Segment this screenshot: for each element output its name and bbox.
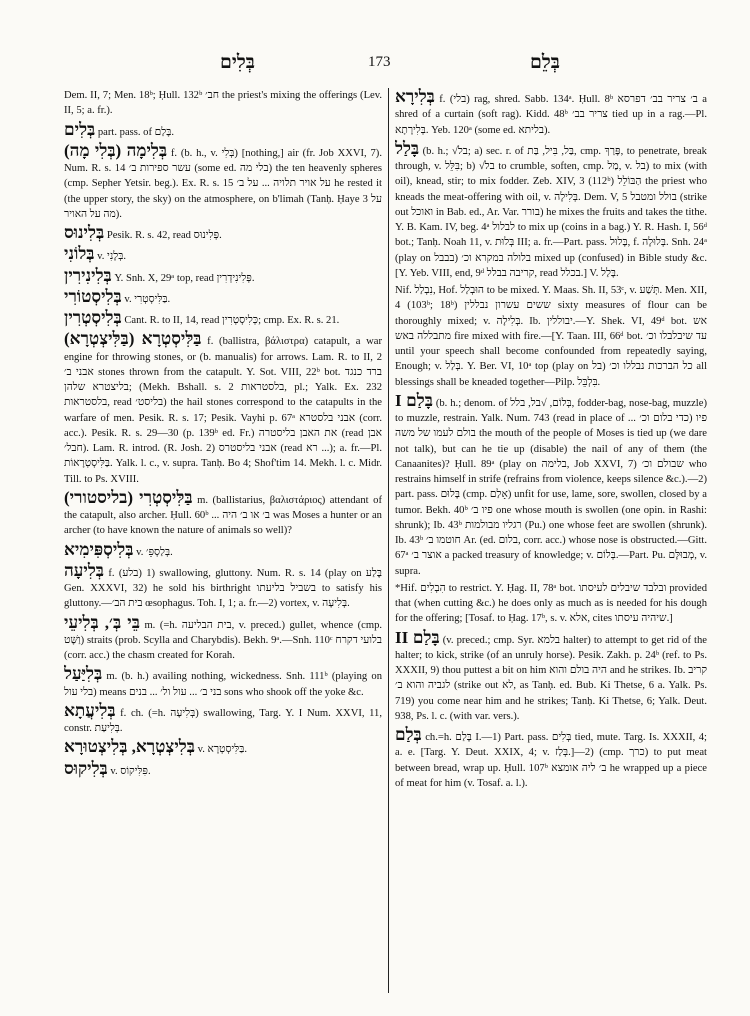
dictionary-entry [395,283,707,390]
dictionary-entry [64,142,382,222]
dictionary-entry [64,88,382,119]
entry-definition: v. בְּלַסְפֵּ׳. [136,546,173,558]
entry-headword: בְּלִינִירִין [64,265,112,285]
left-running-headword: בְּלִים [220,52,255,73]
running-header [60,52,700,78]
entry-definition: Dem. II, 7; Men. 18ᵇ; Ḥull. 132ᵇ חב׳ the priest's mixing the offerings (Lev. II, 5; a. fr.). [64,90,382,117]
entry-definition: Nif. נִבְלַל, Hof. הוּבְלַל to be mixed. Y. Maas. Sh. II, 53ᶜ, v. תְּשַׁע. Men. XII, 4 (103ᵇ; 18ᵇ) ששים עשרון נבללין sixty measures of flour can be thoroughly mixed; v. בְּלִילָה. Ib. יבוללין.—Y. Shek. VI, 49ᵈ bot. אש מתבללה באש fire mixed with fire.—[Y. Taan. III, 66ᵈ bot. עד שיבלבלו וכ׳ until your speech shall become confounded from repeatedly saying, Enough; v. בְּלַל. Y. Ber. VI, 10ᵃ top (play on בל) כל הברכות נבללו וכ׳ all blessings shall be kneaded together—Pilp. בִּלְבֵּל. [395,285,707,388]
entry-definition: (b. h.; √בל; a) sec. r. of בַּל, בִּיל, בַּת, cmp. פָּרַךְ, to penetrate, break through, v. בִּלֵּל; b) √בל to crumble, soften, cmp. מַל, v. בל) to mix (with oil), knead, stir; to mix fodder. Zeb. XIV, 3 (112ᵇ) הַבּוֹלֵל the priest who kneads the meat-offering with oil, v. בְּלִילָה. Dem. V, 5 בולל ומטבל (strike out ואוכל in Bab. ed., Ar. Var. בורר) he mixes the fruits and takes the tithe. Y. B. Kam. IV, beg. 4ᵃ לבלול to mix up (coins in a bag.) Y. R. Hash. I, 56ᵈ bot.; Tanḥ. Noah 11, v. בְּלוּת III; a. fr.—Part. pass. בָּלוּל, f. בְּלוּלָה. Snh. 24ᵃ (play on בבבל) בלולה במקרא וכ׳ mixed up (confused) in Bible study &c. [Y. Yeb. VIII, end, 9ᵈ קריבה בבלל, read בכלל.] V. בָּלַל. [395,145,707,279]
entry-definition: (v. preced.; cmp. Syr. בלמא halter) to attempt to get rid of the halter; to kick, strike (of an unruly horse). Pesik. Zakh. p. 24ᵇ (ref. to Ps. XXXII, 9) thou puttest a bit on him היה בולם והוא and he strikes. Ib. קריב לגביה והוא ב׳ (strike out לא, as Tanḥ. ed. Bub. Ki Thetse, 6 a. Yalk. Ps. 719) you come near him and he strikes; Tanḥ. Ki Thetse, 6; Yalk. Deut. 938, Ps. l. c. (with var. vers.). [395,634,707,722]
right-running-headword: בְּלֵם [530,52,560,73]
dictionary-entry [395,88,707,138]
entry-definition: f. (בלי) rag, shred. Sabb. 134ᵃ. Ḥull. 8ᵇ ב׳ צריר בב׳ דפרסא a shred of a curtain (soft rag). Kidd. 48ᵇ צריר בב׳ tied up in a rag.—Pl. בְּלִירָתָא. Yeb. 120ᵃ (some ed. בליתא). [395,94,707,136]
entry-definition: v. בַּלִּיסְטְרִי. [124,293,171,305]
entry-headword: בָּלַם II [395,627,440,647]
entry-headword: בְּלִיסְטְרִין [64,308,122,327]
entry-headword: בְּלִימָה (בְּלִי מָה) [64,140,168,160]
entry-definition: f. (ballistra, βάλιστρα) catapult, a war engine for throwing stones, or (b. manualis) for arrows. Lam. R. to II, 2 אבני ב׳ stones thrown from the catapult. Y. Sot. VIII, 22ᵇ bot. ברד כנגד בליצטרא שלהן; (Mekh. Bshall. s. 2 בלסטראות, pl.; Yalk. Ex. 232 בלסטראות, read בליסט׳) the hail stones correspond to the catapults in the warfare of men. Pesik. R. s. 17; Pesik. Vayhi p. 67ᵃ אבני בלסטרא (corr. acc.). Pesik. R. s. 29—30 (p. 139ᵇ ed. Fr.) את האבן בליסטרה (read אבן חבל׳). Lam. R. introd. (R. Josh. 2) אבני בליסטרס (read רא ...); a. fr.—Pl. בַּלִּיסְטְרָאוֹת. Yalk. l. c., v. supra. Tanḥ. Bo 4; Shof'tim 14. Mekh. l. c. Midr. Till. to Ps. XVIII. [64,336,382,485]
entry-headword: בְּלִיעָה [64,560,105,580]
dictionary-entry [64,245,382,264]
entry-definition: part. pass. of בָּלַם. [97,126,174,138]
dictionary-entry [395,726,707,791]
dictionary-entry [64,614,382,664]
entry-headword: בְּלִים [64,119,96,139]
dictionary-entry [64,309,382,328]
entry-definition: Y. Snh. X, 29ᵃ top, read פְּלִינִידְרִין. [114,272,255,284]
entry-headword: בְּלִיצְטְרָא, בְּלִיצְטוּרָא [64,737,195,757]
entry-definition: (b. h.; denom. of בְּלוֹם, √בל, בלל, fodder-bag, nose-bag, muzzle) to muzzle, restrain. Yalk. Num. 743 (read in place of ... כדי בלום וכ׳) פיו בולם לעמו של משה the mouth of the people of Moses is tied up (we dare not talk), but can he tie up (disable) the nail of any of them (the Canaanites)? Ḥull. 89ᵃ (play on בלימה, Job XXVI, 7) שבולם וכ׳ who restrains himself in strife (refrains from violence, keeps silence &c.).—2) part. pass. בָּלוּם (cmp. אָלַם) unfit for use, lame, sore, swollen, closed by a tumor. Bekh. 40ᵇ פיו ב׳ one whose mouth is swollen (one opin. in Rashi: shrunk); Ib. 43ᵇ רגליו מבולמות (Pu.) one whose feet are swollen (shrunk). Ib. 43ᵇ חוטמו ב׳ Ar. (ed. בלום, corr. acc.) whose nose is obstructed.—Gitt. 67ᵃ אוצר ב׳ a packed treasury of knowledge; v. בְּלוֹם.—Part. Pu. מְבוּלָּם, v. supra. [395,397,707,577]
entry-headword: בֵּי בְּ׳, בְּלִיעֵי [64,612,140,632]
dictionary-entry [395,392,707,579]
entry-definition: Pesik. R. s. 42, read פְּלִינוּס. [106,230,222,241]
entry-headword: בְּלִיעֲתָא [64,700,116,720]
dictionary-entry [64,760,382,779]
dictionary-entry [64,541,382,560]
entry-definition: ch.=h. בָּלַם I.—1) Part. pass. בְּלִים tied, mute. Targ. Is. XXXII, 4; a. e. [Targ. Y. Deut. XXIX, 4; v. בְּלַז.]—2) (cmp. כרך) to put meat between bread, wrap up. Ḥull. 107ᵇ ב׳ ליה אומצא he wrapped up a piece of meat for him (v. Tosaf. a. l.). [395,732,707,789]
entry-definition: v. פִּלִּיקוֹס. [110,765,151,777]
entry-definition: Cant. R. to II, 14, read כְּלִיסְטְרִין; cmp. Ex. R. s. 21. [124,315,340,326]
dictionary-entry [395,140,707,281]
dictionary-entry [64,738,382,757]
entry-definition: m. (=h. בית הבליעה, v. preced.) gullet, whence (cmp. וַשָּׁט) straits (prob. Scylla and Charybdis). Bekh. 9ᵃ.—Snh. 110ᶜ בלועי דקרח (corr. acc.) the chasm created for Korah. [64,619,382,661]
entry-headword: בְּלִיסְפִּימִיא [64,539,134,559]
entry-headword: בְּלִיַּעַל [64,664,103,684]
right-column [395,88,707,998]
entry-headword: בָּלַם I [395,390,433,410]
dictionary-entry [64,330,382,487]
entry-headword: בַּלִּיסְטְרִי (בליסטורי) [64,487,193,507]
entry-headword: בַּלִּיסְטְרָא (בַּלִּיצְטְרָא) [64,329,202,349]
entry-headword: בְּלִינוּס [64,223,105,242]
left-column [64,88,382,998]
dictionary-entry [64,121,382,140]
entry-definition: f. (b. h., v. בְּלִי) [nothing,] air (fr. Job XXVI, 7). Num. R. s. 14 עשר ספירות ב׳ (some ed. בלי מה) the ten heavenly spheres (cmp. Sepher Yetsir. beg.). Ex. R. s. 15 על אויר תלויה ... על ב׳ he rested it (the upper story, the sky) on the atmosphere, on b'limah (Tanḥ. Ḥaye 3 על מה על האויר). [64,147,382,220]
entry-definition: v. בְּלָנִי. [97,251,126,263]
entry-headword: בָּלַל [395,138,420,158]
column-divider [388,88,389,993]
entry-definition: *Hif. הִבְלִים to restrict. Y. Ḥag. II, 78ᵃ bot. ובלבד שיבלים לעיסתו provided that (when cutting &c.) he does only as much as is needed for his dough for the offering; [Tosaf. to Ḥag. 17ᵇ, s. v. אלא, cites שיהיה עיסתו.] [395,582,707,625]
entry-definition: f. ch. (=h. בְּלִיעָה) swallowing, Targ. Y. I Num. XXVI, 11, constr. בְּלִיעַת. [64,707,382,734]
entry-headword: בְּלַם [395,725,422,744]
dictionary-entry [395,629,707,725]
entry-headword: בְּלִיקוּס [64,758,108,778]
dictionary-entry [64,224,382,243]
entry-headword: בְּלוֹנִי [64,244,95,264]
dictionary-entry [395,581,707,627]
dictionary-entry [64,267,382,286]
entry-definition: f. (בלע) 1) swallowing, gluttony. Num. R. s. 14 (play on בֶּלַע Gen. XXXVI, 32) he sold his birthright בשביל בליעתו to satisfy his gluttony.—בית הב׳ œsophagus. Toh. I, 1; a. fr.—2) vortex, v. בְּלִיעָה. [64,567,382,610]
entry-headword: בְּלִיסְטוֹרִי [64,286,122,306]
dictionary-entry [64,288,382,307]
dictionary-entry [64,702,382,737]
entry-headword: בְּלִירָא [395,88,435,106]
page-number: 173 [368,54,391,70]
entry-definition: v. בַּלִּיסְטְרָא. [197,744,247,756]
entry-definition: m. (b. h.) availing nothing, wickedness. Snh. 111ᵇ (playing on בלי עול) means בני ב׳ ... עול ול׳ ... בנים sons who shook off the yoke &c. [64,671,382,698]
dictionary-entry [64,665,382,700]
entry-definition: m. (ballistarius, βαλιστάριος) attendant of the catapult, also archer. Ḥull. 60ᵇ ... ב׳ או ב׳ היה was Moses a hunter or an archer (to have known the nature of animals so well)? [64,494,382,537]
dictionary-entry [64,489,382,539]
dictionary-entry [64,562,382,612]
